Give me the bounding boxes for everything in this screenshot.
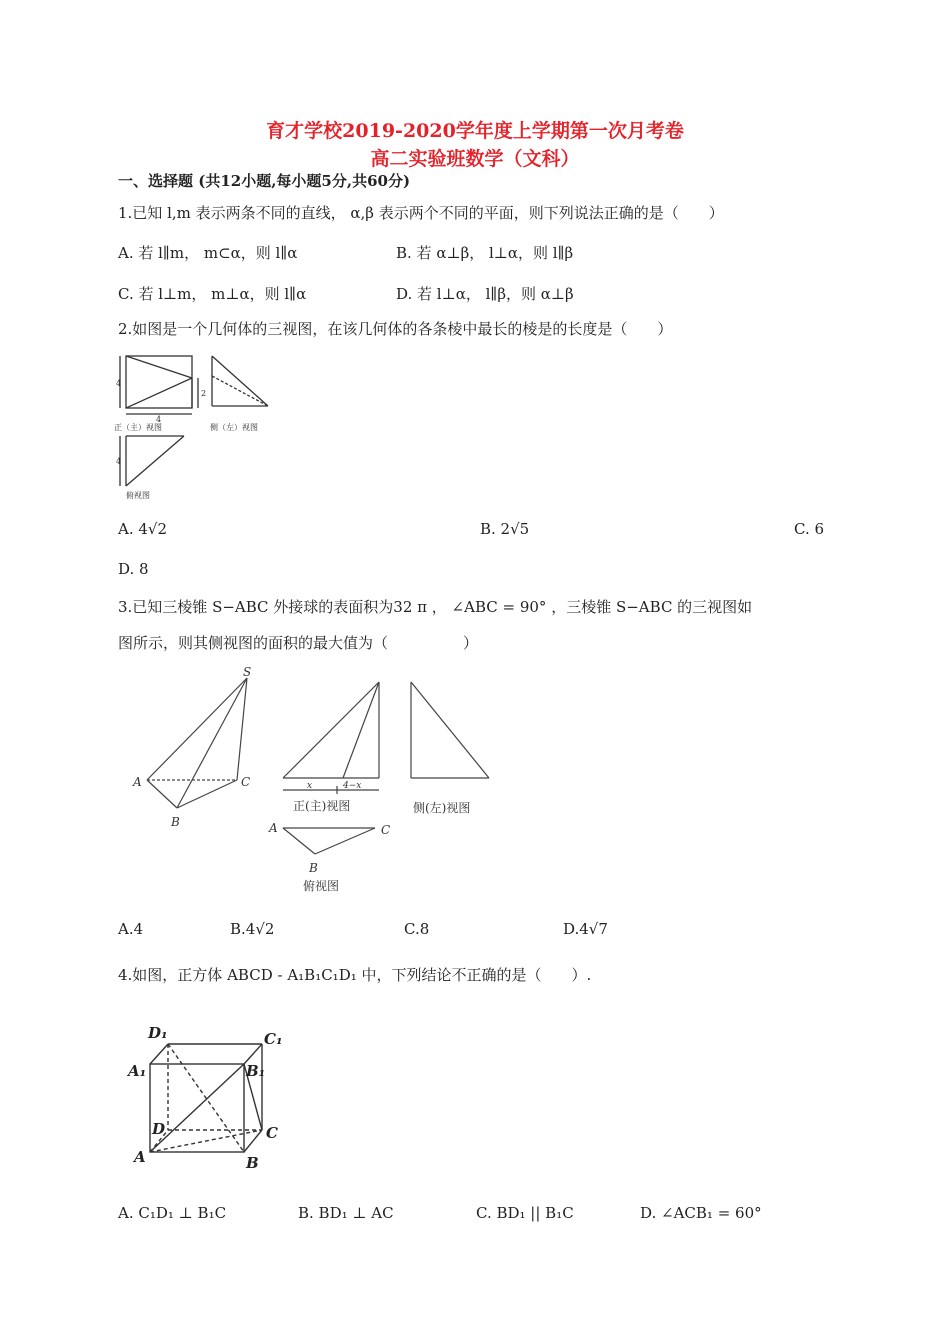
label-c: C (241, 775, 251, 789)
front-view-label: 正（主）视图 (114, 423, 162, 432)
question-4-option-c: C. BD₁ || B₁C (476, 1204, 574, 1222)
label-a1: A₁ (128, 1062, 147, 1080)
question-3-option-d: D.4√7 (563, 920, 608, 938)
question-2-option-c: C. 6 (794, 520, 825, 538)
label-c: C (266, 1124, 278, 1142)
side-view-label: 侧（左）视图 (210, 423, 258, 432)
label-s: S (243, 665, 252, 679)
question-2-option-d: D. 8 (118, 560, 149, 578)
question-3-stem-line-2: 图所示，则其侧视图的面积的最大值为（ ） (118, 634, 479, 652)
top-label-b: B (309, 861, 318, 875)
question-3-option-b: B.4√2 (230, 920, 275, 938)
question-3-stem-line-1: 3.已知三棱锥 S−ABC 外接球的表面积为32 π ， ∠ABC = 90° ，三棱锥 S−ABC 的三视图如 (118, 598, 753, 616)
question-3-pyramid-figure (125, 662, 515, 898)
question-1-option-a: A. 若 l∥m， m⊂α，则 l∥α (118, 244, 298, 262)
dim-top-height: 4 (116, 457, 122, 466)
dim-front-height: 4 (116, 379, 122, 388)
question-4-option-a: A. C₁D₁ ⊥ B₁C (118, 1204, 227, 1222)
top-label-c: C (381, 823, 391, 837)
exam-title: 育才学校2019-2020学年度上学期第一次月考卷 (266, 120, 684, 142)
label-b: B (171, 815, 180, 829)
dim-4-minus-x: 4−x (343, 781, 362, 791)
question-4-option-b: B. BD₁ ⊥ AC (298, 1204, 394, 1222)
question-4-option-d: D. ∠ACB₁ = 60° (640, 1204, 762, 1222)
question-4-cube-figure (126, 1018, 302, 1172)
exam-subtitle: 高二实验班数学（文科） (370, 148, 580, 170)
question-2-option-a: A. 4√2 (118, 520, 168, 538)
dim-x: x (307, 781, 313, 791)
question-2-three-views-figure (112, 350, 282, 502)
question-2-option-b: B. 2√5 (480, 520, 530, 538)
question-3-option-a: A.4 (118, 920, 144, 938)
dim-front-right: 2 (201, 389, 207, 398)
question-1-option-d: D. 若 l⊥α， l∥β，则 α⊥β (396, 285, 574, 303)
top-view-label: 俯视图 (126, 491, 150, 500)
question-1-stem: 1.已知 l,m 表示两条不同的直线， α,β 表示两个不同的平面，则下列说法正确的是（ ） (118, 204, 724, 222)
top-view-label: 俯视图 (303, 879, 340, 893)
label-c1: C₁ (264, 1030, 283, 1048)
front-view-label: 正(主)视图 (293, 799, 351, 813)
question-2-stem: 2.如图是一个几何体的三视图，在该几何体的各条棱中最长的棱是的长度是（ ） (118, 320, 673, 338)
side-view-label: 侧(左)视图 (413, 801, 471, 815)
label-d: D (152, 1120, 166, 1138)
label-b: B (246, 1154, 259, 1172)
label-a: A (133, 775, 142, 789)
dim-front-width: 4 (156, 415, 162, 424)
top-label-a: A (269, 821, 278, 835)
label-a: A (134, 1148, 146, 1166)
question-1-option-b: B. 若 α⊥β， l⊥α，则 l∥β (396, 244, 574, 262)
label-b1: B₁ (246, 1062, 266, 1080)
section-heading: 一、选择题 (共12小题,每小题5分,共60分) (118, 172, 411, 190)
label-d1: D₁ (148, 1024, 168, 1042)
question-4-stem: 4.如图，正方体 ABCD - A₁B₁C₁D₁ 中，下列结论不正确的是（ ）. (118, 966, 592, 984)
question-1-option-c: C. 若 l⊥m， m⊥α，则 l∥α (118, 285, 307, 303)
question-3-option-c: C.8 (404, 920, 430, 938)
